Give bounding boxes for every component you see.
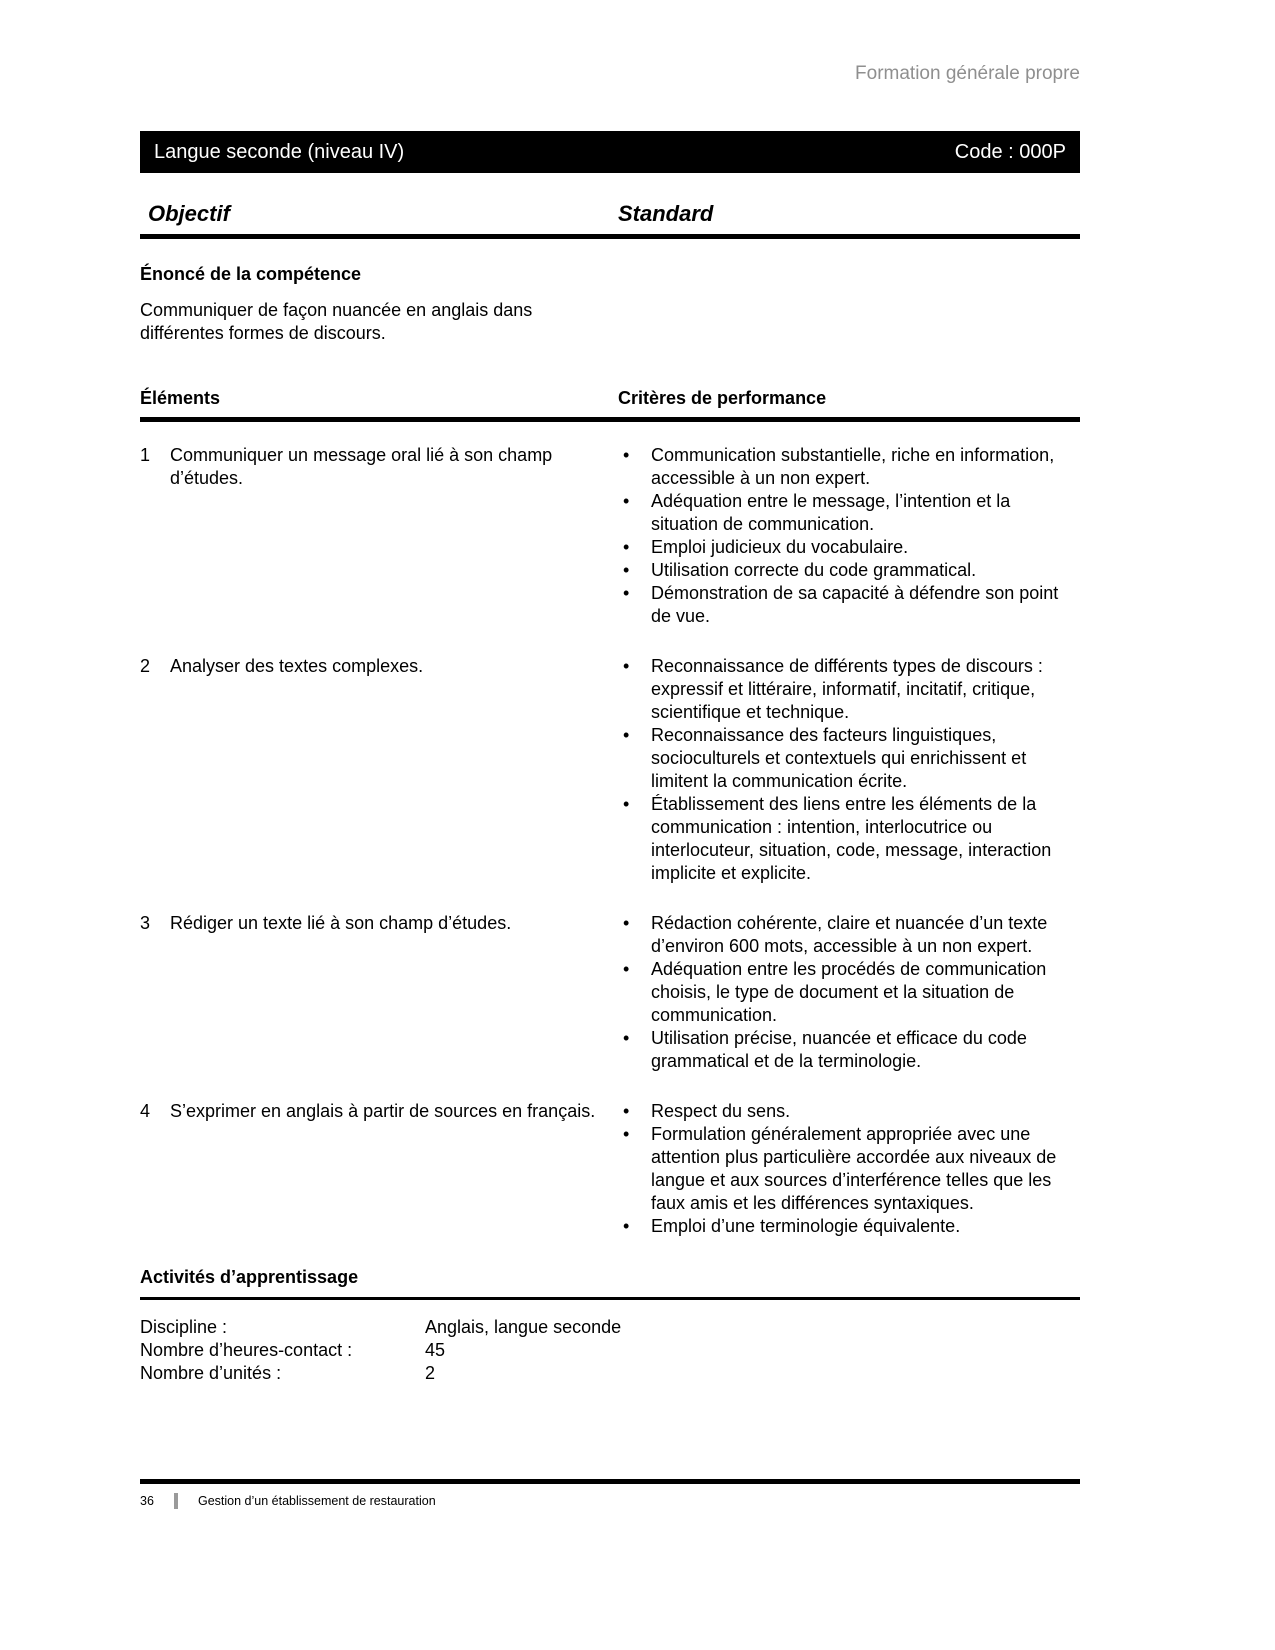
element-number: 2 (140, 656, 151, 676)
activity-detail-value: 2 (425, 1363, 436, 1383)
element-text: Rédiger un texte lié à son champ d’études. (170, 913, 512, 933)
element-cell (140, 1100, 618, 1238)
elements-criteria-rows (140, 444, 1080, 1238)
criteria-text: Adéquation entre le message, l’intention et la situation de communication. (651, 491, 1011, 534)
element-text: S’exprimer en anglais à partir de sources en français. (170, 1101, 596, 1121)
bullet-icon: • (623, 1124, 630, 1144)
criteria-text: Rédaction cohérente, claire et nuancée d’un texte d’environ 600 mots, accessible à un non expert. (651, 913, 1048, 956)
course-code: Code : 000P (954, 140, 1066, 163)
criteria-text: Démonstration de sa capacité à défendre son point de vue. (651, 583, 1059, 626)
bullet-icon: • (623, 491, 630, 511)
bullet-icon: • (623, 1216, 630, 1236)
bullet-icon: • (623, 1028, 630, 1048)
criteria-item (618, 444, 1080, 490)
criteria-header: Critères de performance (618, 388, 827, 408)
standard-heading: Standard (618, 201, 714, 226)
criteria-item (618, 793, 1080, 885)
criteria-text: Formulation généralement appropriée avec une attention plus particulière accordée aux niveaux de langue et aux sources d’interférence telles que les faux amis et les différences syntaxiques. (651, 1124, 1057, 1213)
program-name: Gestion d’un établissement de restauration (198, 1494, 436, 1508)
bullet-icon: • (623, 1101, 630, 1121)
page-footer (140, 1472, 1080, 1509)
bullet-icon: • (623, 959, 630, 979)
activity-detail-value: 45 (425, 1340, 446, 1360)
element-cell (140, 912, 618, 1073)
activity-detail-label: Nombre d’heures-contact : (140, 1340, 353, 1360)
table-row (140, 444, 1080, 628)
divider-rule (140, 234, 1080, 239)
criteria-text: Emploi judicieux du vocabulaire. (651, 537, 909, 557)
competence-statement: Communiquer de façon nuancée en anglais dans différentes formes de discours. (140, 300, 533, 343)
activity-details (140, 1316, 1080, 1385)
criteria-item (618, 958, 1080, 1027)
bullet-icon: • (623, 560, 630, 580)
criteria-item (618, 1100, 1080, 1123)
criteria-text: Adéquation entre les procédés de communication choisis, le type de document et la situation de communication. (651, 959, 1047, 1025)
element-cell (140, 655, 618, 885)
criteria-item (618, 536, 1080, 559)
table-row (140, 655, 1080, 885)
element-number: 3 (140, 913, 151, 933)
course-title-bar (140, 131, 1080, 173)
activity-detail-value: Anglais, langue seconde (425, 1317, 622, 1337)
page-number: 36 (140, 1494, 154, 1508)
criteria-text: Établissement des liens entre les éléments de la communication : intention, interlocutrice ou interlocuteur, situation, code, message, interaction implicite et explicite. (651, 794, 1052, 883)
bullet-icon: • (623, 583, 630, 603)
criteria-item (618, 1123, 1080, 1215)
bullet-icon: • (623, 445, 630, 465)
criteria-text: Utilisation précise, nuancée et efficace du code grammatical et de la terminologie. (651, 1028, 1027, 1071)
criteria-text: Reconnaissance des facteurs linguistiques, socioculturels et contextuels qui enrichissent et limitent la communication écrite. (651, 725, 1027, 791)
competence-heading: Énoncé de la compétence (140, 264, 362, 284)
criteria-cell (618, 655, 1080, 885)
criteria-item (618, 1027, 1080, 1073)
bullet-icon: • (623, 656, 630, 676)
table-column-headers (140, 387, 1080, 410)
divider-rule (140, 417, 1080, 422)
page-content (140, 0, 1080, 1385)
table-row (140, 912, 1080, 1073)
running-header: Formation générale propre (855, 63, 1080, 84)
criteria-text: Emploi d’une terminologie équivalente. (651, 1216, 961, 1236)
criteria-text: Respect du sens. (651, 1101, 791, 1121)
activity-detail-row (140, 1339, 1080, 1362)
footer-rule (140, 1479, 1080, 1484)
elements-header: Éléments (140, 388, 221, 408)
bullet-icon: • (623, 537, 630, 557)
bullet-icon: • (623, 725, 630, 745)
activity-detail-label: Discipline : (140, 1317, 228, 1337)
criteria-text: Communication substantielle, riche en information, accessible à un non expert. (651, 445, 1055, 488)
activities-heading: Activités d’apprentissage (140, 1267, 359, 1287)
bullet-icon: • (623, 794, 630, 814)
footer-separator-bar (174, 1493, 178, 1509)
criteria-cell (618, 444, 1080, 628)
footer-row (140, 1493, 1080, 1509)
criteria-item (618, 724, 1080, 793)
criteria-text: Utilisation correcte du code grammatical. (651, 560, 977, 580)
criteria-item (618, 655, 1080, 724)
table-row (140, 1100, 1080, 1238)
criteria-item (618, 490, 1080, 536)
bullet-icon: • (623, 913, 630, 933)
divider-rule (140, 1297, 1080, 1300)
element-cell (140, 444, 618, 628)
criteria-item (618, 912, 1080, 958)
criteria-cell (618, 1100, 1080, 1238)
objective-standard-header (140, 201, 1080, 227)
element-number: 4 (140, 1101, 151, 1121)
activity-detail-row (140, 1316, 1080, 1339)
course-title: Langue seconde (niveau IV) (154, 140, 405, 163)
criteria-item (618, 1215, 1080, 1238)
activity-detail-row (140, 1362, 1080, 1385)
criteria-item (618, 582, 1080, 628)
element-number: 1 (140, 445, 151, 465)
element-text: Communiquer un message oral lié à son champ d’études. (170, 445, 553, 488)
criteria-cell (618, 912, 1080, 1073)
criteria-item (618, 559, 1080, 582)
criteria-text: Reconnaissance de différents types de discours : expressif et littéraire, informatif, incitatif, critique, scientifique et technique. (651, 656, 1043, 722)
activity-detail-label: Nombre d’unités : (140, 1363, 282, 1383)
objectif-heading: Objectif (148, 201, 230, 226)
element-text: Analyser des textes complexes. (170, 656, 424, 676)
